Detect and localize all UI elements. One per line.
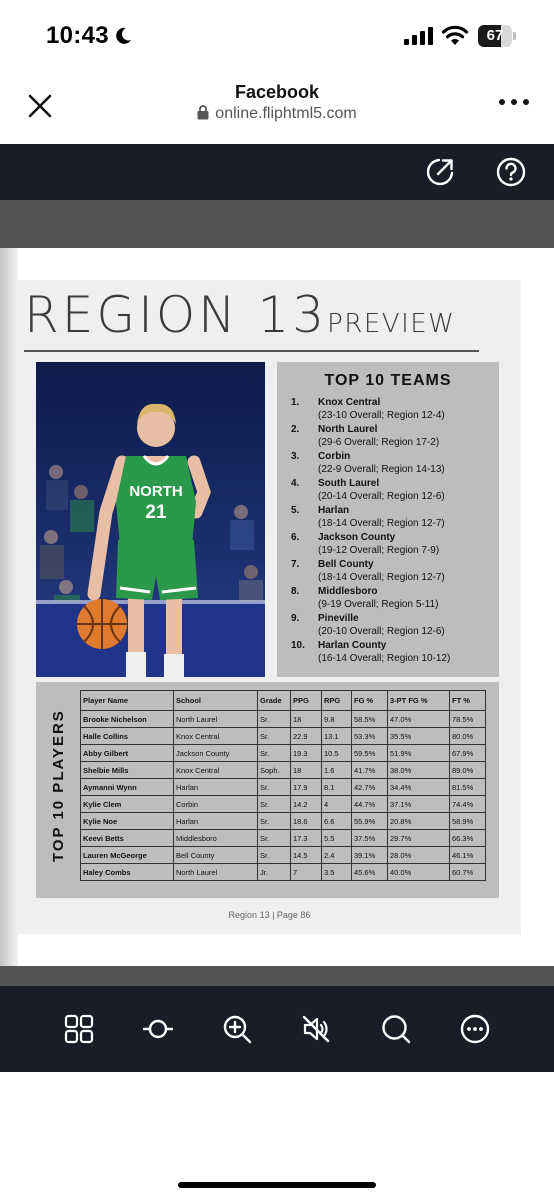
table-cell: 5.5: [322, 830, 352, 847]
top-players-label: TOP 10 PLAYERS: [50, 709, 67, 862]
top-players-table: [80, 690, 486, 881]
table-cell: Aymanni Wynn: [81, 779, 174, 796]
top-teams-panel: [277, 362, 499, 677]
table-row: [81, 711, 486, 728]
column-header: FT %: [450, 691, 486, 711]
table-cell: 2.4: [322, 847, 352, 864]
table-cell: 3.5: [322, 864, 352, 881]
team-record: (23-10 Overall; Region 12-4): [318, 410, 445, 421]
table-cell: Halle Collins: [81, 728, 174, 745]
table-row: [81, 796, 486, 813]
team-item: [291, 532, 491, 559]
team-rank: 1.: [291, 397, 300, 408]
team-rank: 7.: [291, 559, 300, 570]
url-text: online.fliphtml5.com: [215, 105, 357, 122]
table-cell: 81.5%: [450, 779, 486, 796]
jersey-number: 21: [145, 502, 167, 523]
more-options-icon[interactable]: [460, 1014, 490, 1044]
table-cell: 42.7%: [352, 779, 388, 796]
team-name: Middlesboro: [318, 586, 378, 597]
table-cell: 58.9%: [450, 813, 486, 830]
team-record: (20-14 Overall; Region 12-6): [318, 491, 445, 502]
team-rank: 4.: [291, 478, 300, 489]
table-row: [81, 864, 486, 881]
top-players-panel: [36, 682, 499, 898]
table-cell: Lauren McGeorge: [81, 847, 174, 864]
table-cell: Sr.: [258, 830, 291, 847]
status-bar: [0, 0, 554, 70]
team-rank: 9.: [291, 613, 300, 624]
column-header: FG %: [352, 691, 388, 711]
table-header-row: [81, 691, 486, 711]
home-indicator[interactable]: [178, 1182, 376, 1188]
table-cell: 18.6: [291, 813, 322, 830]
thumbnails-icon[interactable]: [64, 1014, 94, 1044]
table-cell: 22.9: [291, 728, 322, 745]
team-name: Corbin: [318, 451, 351, 462]
table-cell: 45.6%: [352, 864, 388, 881]
table-cell: Sr.: [258, 847, 291, 864]
lock-icon: [197, 105, 209, 120]
table-cell: 18: [291, 762, 322, 779]
column-header: Grade: [258, 691, 291, 711]
team-item: [291, 559, 491, 586]
table-cell: 35.5%: [388, 728, 450, 745]
table-cell: Abby Gilbert: [81, 745, 174, 762]
table-cell: 14.5: [291, 847, 322, 864]
moon-icon: [113, 26, 133, 46]
cellular-signal-icon: [404, 27, 434, 45]
team-rank: 2.: [291, 424, 300, 435]
team-record: (22-9 Overall; Region 14-13): [318, 464, 445, 475]
table-cell: Sr.: [258, 728, 291, 745]
column-header: School: [174, 691, 258, 711]
table-cell: 67.9%: [450, 745, 486, 762]
help-icon[interactable]: [495, 156, 527, 188]
table-cell: Knox Central: [174, 762, 258, 779]
table-cell: 1.6: [322, 762, 352, 779]
table-cell: 37.5%: [352, 830, 388, 847]
table-cell: Knox Central: [174, 728, 258, 745]
sound-off-icon[interactable]: [301, 1014, 331, 1044]
table-cell: 14.2: [291, 796, 322, 813]
column-header: Player Name: [81, 691, 174, 711]
table-cell: 19.3: [291, 745, 322, 762]
table-cell: 55.9%: [352, 813, 388, 830]
table-cell: Harlan: [174, 813, 258, 830]
region-title-main: REGION 13: [24, 286, 328, 344]
table-cell: North Laurel: [174, 711, 258, 728]
team-item: [291, 424, 491, 451]
viewer-bottom-band: [0, 966, 554, 986]
table-cell: 51.9%: [388, 745, 450, 762]
table-row: [81, 762, 486, 779]
viewer-top-band: [0, 200, 554, 248]
page-footer: Region 13 | Page 86: [228, 910, 311, 920]
table-cell: Sr.: [258, 779, 291, 796]
jersey-text: NORTH: [129, 483, 183, 500]
table-cell: 80.0%: [450, 728, 486, 745]
magazine-page[interactable]: [18, 280, 521, 934]
table-cell: 6.6: [322, 813, 352, 830]
table-cell: 58.5%: [352, 711, 388, 728]
url-label: [0, 105, 554, 123]
table-cell: 20.8%: [388, 813, 450, 830]
table-cell: 28.0%: [388, 847, 450, 864]
status-time: 10:43: [46, 22, 109, 49]
table-cell: Haley Combs: [81, 864, 174, 881]
team-item: [291, 640, 491, 667]
team-record: (20-10 Overall; Region 12-6): [318, 626, 445, 637]
table-cell: Middlesboro: [174, 830, 258, 847]
team-name: North Laurel: [318, 424, 378, 435]
table-row: [81, 728, 486, 745]
table-row: [81, 847, 486, 864]
table-cell: 9.8: [322, 711, 352, 728]
slider-icon[interactable]: [143, 1014, 173, 1044]
table-row: [81, 779, 486, 796]
table-cell: 89.0%: [450, 762, 486, 779]
table-cell: Sr.: [258, 796, 291, 813]
table-cell: Keevi Betts: [81, 830, 174, 847]
table-cell: 34.4%: [388, 779, 450, 796]
table-cell: 47.0%: [388, 711, 450, 728]
table-row: [81, 830, 486, 847]
team-item: [291, 505, 491, 532]
team-record: (18-14 Overall; Region 12-7): [318, 572, 445, 583]
team-item: [291, 613, 491, 640]
team-name: Knox Central: [318, 397, 381, 408]
viewer-top-toolbar: [0, 144, 554, 200]
table-cell: 13.1: [322, 728, 352, 745]
team-rank: 3.: [291, 451, 300, 462]
table-cell: Sr.: [258, 711, 291, 728]
table-cell: 44.7%: [352, 796, 388, 813]
table-cell: 39.1%: [352, 847, 388, 864]
team-name: Harlan County: [318, 640, 387, 651]
table-cell: North Laurel: [174, 864, 258, 881]
table-cell: Kylie Noe: [81, 813, 174, 830]
team-item: [291, 397, 491, 424]
team-record: (19-12 Overall; Region 7-9): [318, 545, 440, 556]
table-cell: Brooke Nichelson: [81, 711, 174, 728]
table-cell: 41.7%: [352, 762, 388, 779]
team-name: Bell County: [318, 559, 374, 570]
table-cell: 29.7%: [388, 830, 450, 847]
viewer-bottom-toolbar: [0, 986, 554, 1072]
team-record: (29-6 Overall; Region 17-2): [318, 437, 440, 448]
table-cell: 17.3: [291, 830, 322, 847]
region-title: [24, 286, 455, 344]
table-cell: 74.4%: [450, 796, 486, 813]
battery-cap: [513, 32, 516, 40]
team-rank: 6.: [291, 532, 300, 543]
team-item: [291, 478, 491, 505]
top-teams-heading: TOP 10 TEAMS: [324, 372, 452, 389]
battery-indicator: [478, 25, 516, 47]
table-cell: 38.0%: [388, 762, 450, 779]
table-cell: 46.1%: [450, 847, 486, 864]
table-cell: 40.0%: [388, 864, 450, 881]
column-header: PPG: [291, 691, 322, 711]
player-photo-illustration: [36, 362, 265, 677]
table-row: [81, 813, 486, 830]
team-name: Pineville: [318, 613, 359, 624]
table-cell: 37.1%: [388, 796, 450, 813]
table-row: [81, 745, 486, 762]
team-name: South Laurel: [318, 478, 380, 489]
table-cell: Sr.: [258, 745, 291, 762]
table-cell: Bell County: [174, 847, 258, 864]
player-photo: [36, 362, 265, 677]
table-cell: 10.5: [322, 745, 352, 762]
page-title: Facebook: [234, 82, 320, 102]
column-header: 3-PT FG %: [388, 691, 450, 711]
table-cell: Jr.: [258, 864, 291, 881]
team-name: Jackson County: [318, 532, 396, 543]
zoom-in-icon[interactable]: [222, 1014, 252, 1044]
team-rank: 5.: [291, 505, 300, 516]
table-cell: Kylie Clem: [81, 796, 174, 813]
battery-level: 67: [486, 27, 504, 44]
share-icon[interactable]: [424, 156, 456, 188]
table-cell: 7: [291, 864, 322, 881]
team-rank: 8.: [291, 586, 300, 597]
team-name: Harlan: [318, 505, 350, 516]
table-cell: 18: [291, 711, 322, 728]
column-header: RPG: [322, 691, 352, 711]
table-cell: 53.3%: [352, 728, 388, 745]
page-edge-shadow: [0, 248, 18, 966]
battery-body: [478, 25, 512, 47]
region-title-preview: PREVIEW: [327, 309, 456, 339]
title-rule: [24, 350, 479, 352]
table-cell: 78.5%: [450, 711, 486, 728]
team-record: (9-19 Overall; Region 5-11): [318, 599, 439, 610]
table-cell: Corbin: [174, 796, 258, 813]
team-record: (16-14 Overall; Region 10-12): [318, 653, 451, 664]
wifi-icon: [441, 24, 469, 46]
table-cell: 4: [322, 796, 352, 813]
table-cell: 59.5%: [352, 745, 388, 762]
team-item: [291, 586, 491, 613]
team-record: (18-14 Overall; Region 12-7): [318, 518, 445, 529]
team-item: [291, 451, 491, 478]
table-cell: Jackson County: [174, 745, 258, 762]
team-rank: 10.: [291, 640, 305, 651]
browser-header: [0, 70, 554, 144]
more-icon[interactable]: [496, 92, 532, 112]
table-cell: Harlan: [174, 779, 258, 796]
table-cell: Sr.: [258, 813, 291, 830]
table-cell: 17.9: [291, 779, 322, 796]
table-cell: 8.1: [322, 779, 352, 796]
search-icon[interactable]: [381, 1014, 411, 1044]
table-cell: 60.7%: [450, 864, 486, 881]
table-cell: 66.3%: [450, 830, 486, 847]
table-cell: Shelbie Mills: [81, 762, 174, 779]
table-cell: Soph.: [258, 762, 291, 779]
